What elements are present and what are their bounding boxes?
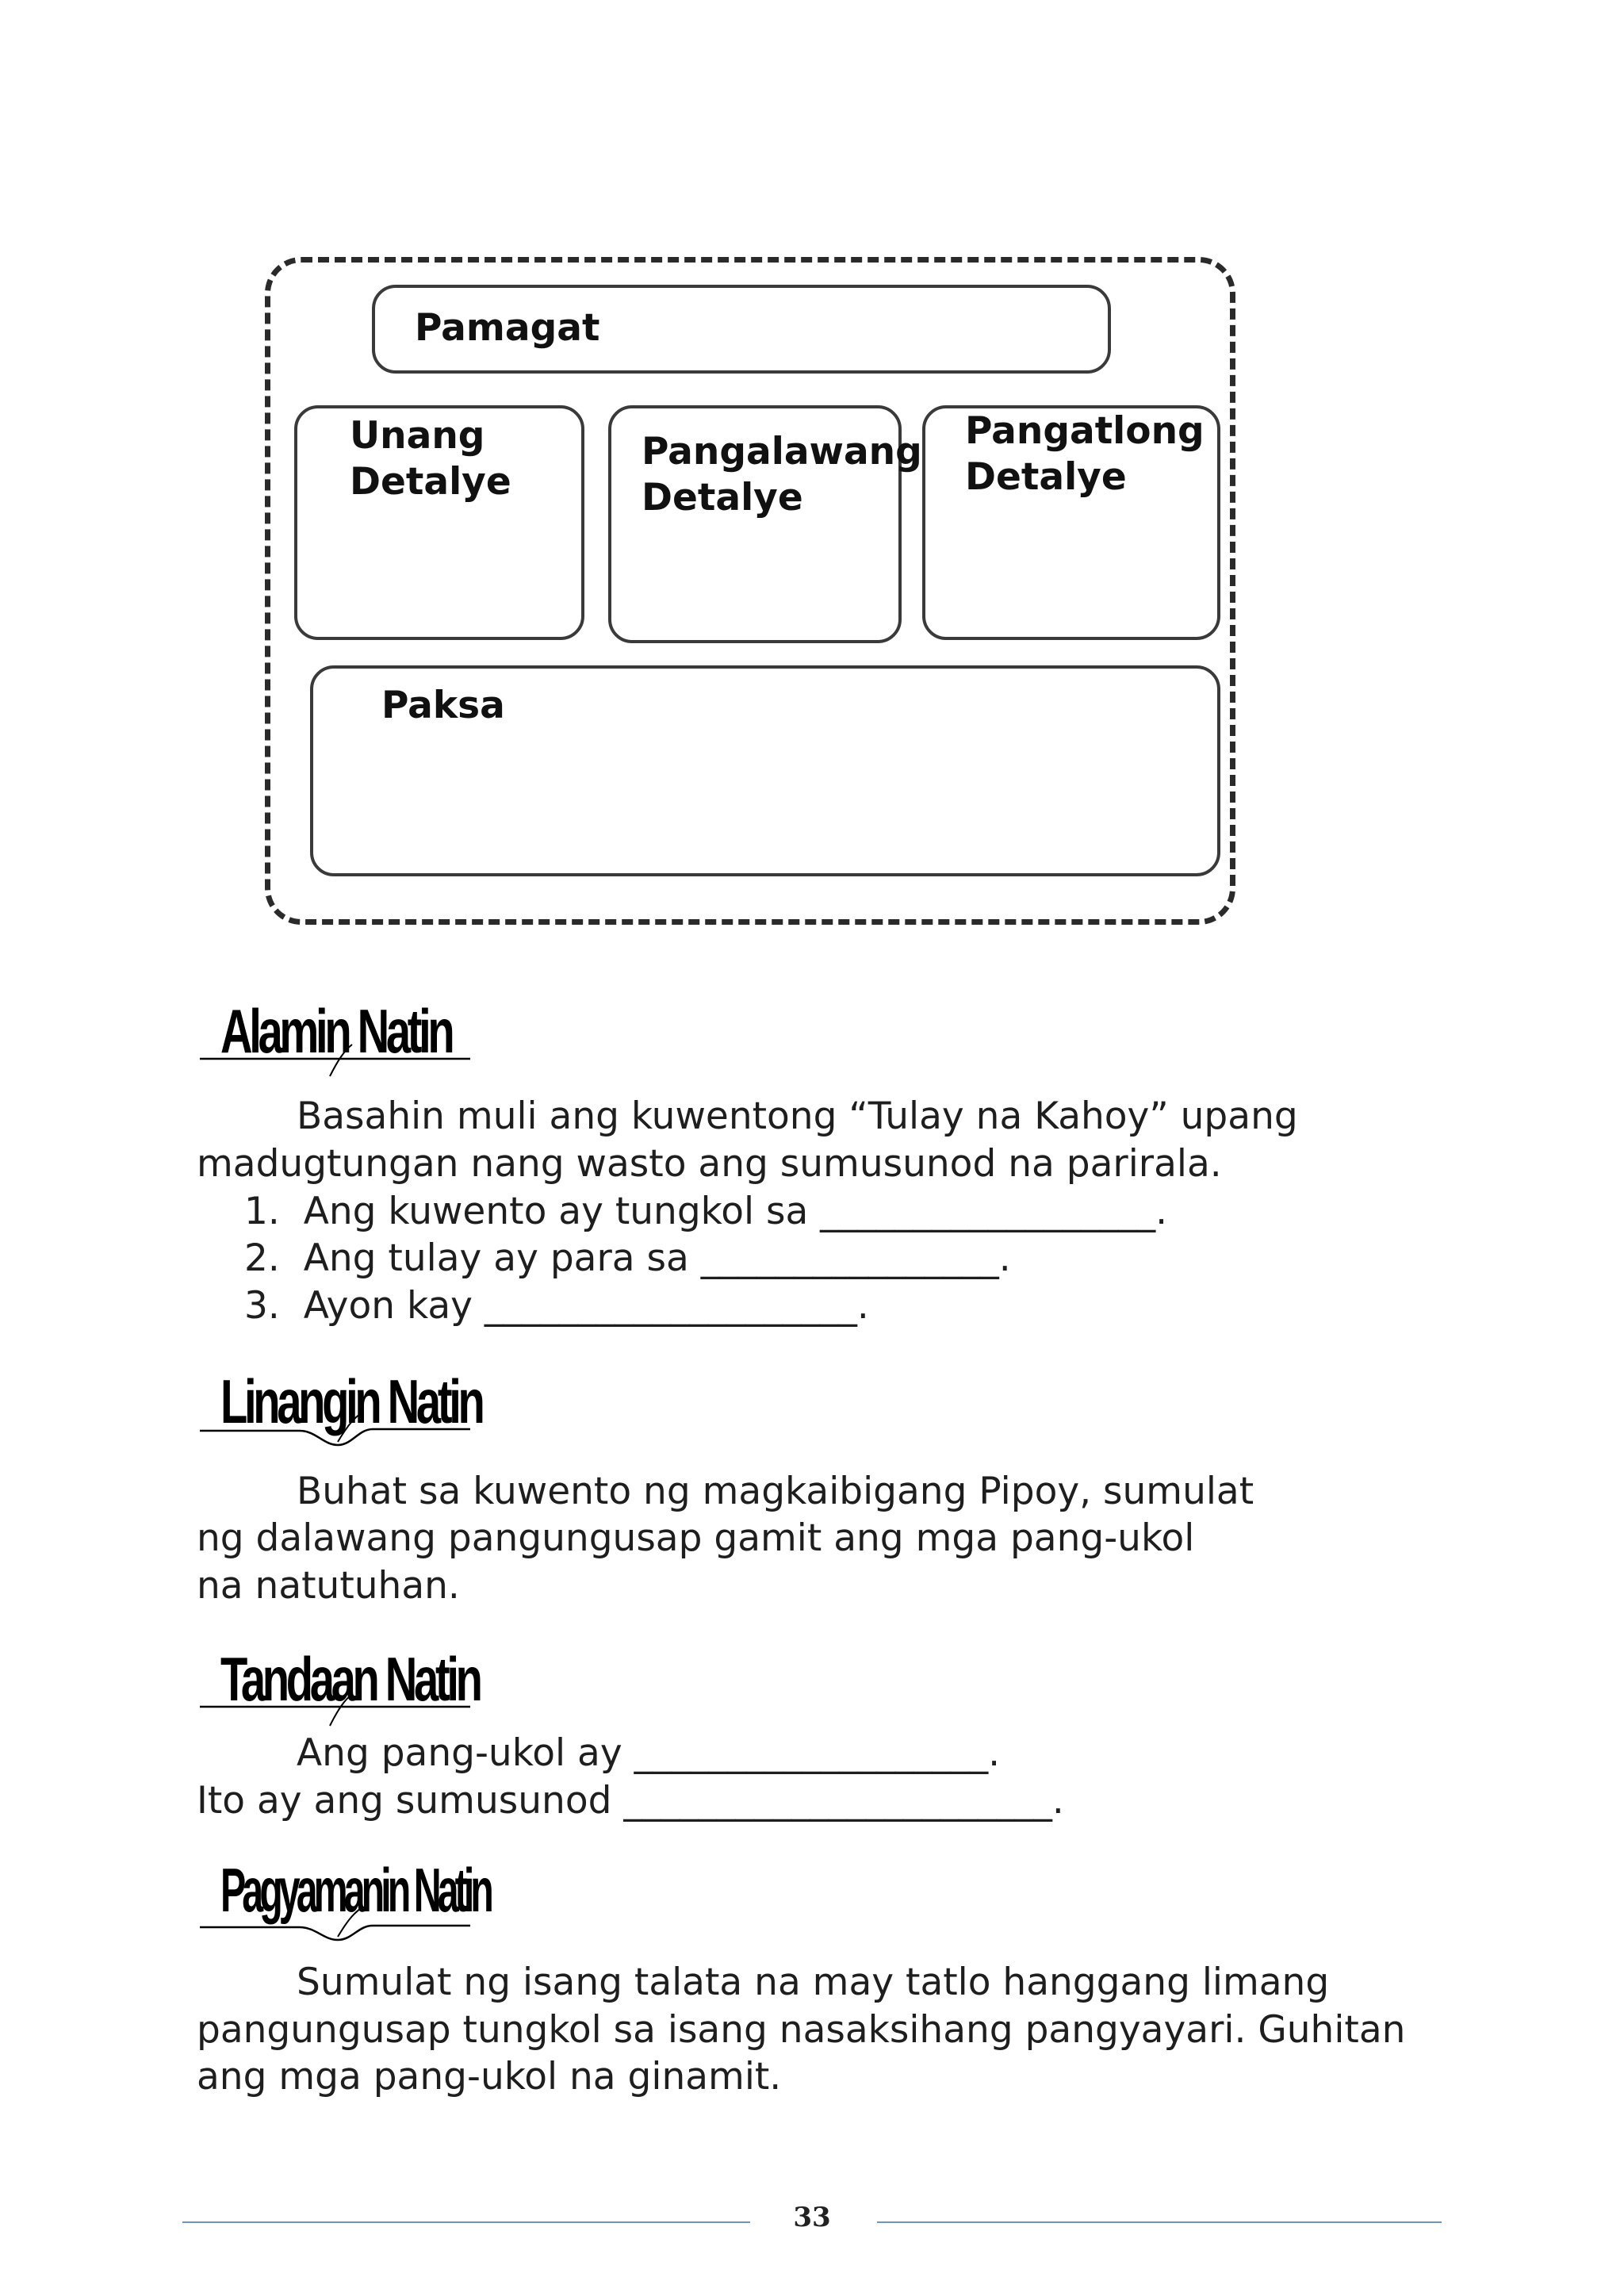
- detail-box-third-label: Pangatlong Detalye: [965, 409, 1205, 499]
- topic-box-label: Paksa: [381, 684, 505, 727]
- topic-box: [310, 665, 1220, 876]
- linangin-line3: na natutuhan.: [197, 1564, 460, 1608]
- alamin-heading: [197, 995, 474, 1083]
- footer-line-left: [182, 2221, 750, 2223]
- pagyamanin-heading: [197, 1854, 490, 1941]
- detail-box-first-label: Unang Detalye: [350, 414, 511, 504]
- tandaan-heading-text: Tandaan Natin: [220, 1644, 480, 1714]
- alamin-intro-line2: madugtungan nang wasto ang sumusunod na parirala.: [197, 1142, 1222, 1186]
- linangin-heading: [197, 1366, 482, 1453]
- pagyamanin-line3: ang mga pang-ukol na ginamit.: [197, 2055, 782, 2099]
- pagyamanin-line1: Sumulat ng isang talata na may tatlo hanggang limang: [297, 1961, 1330, 2004]
- pagyamanin-heading-text: Pagyamanin Natin: [220, 1855, 490, 1925]
- alamin-heading-text: Alamin Natin: [220, 996, 452, 1066]
- graphic-organizer: [265, 257, 1235, 925]
- detail-box-second-label: Pangalawang Detalye: [642, 430, 922, 519]
- detail-box-second: [608, 405, 922, 643]
- detail-box-first: [294, 405, 584, 640]
- title-box: [372, 285, 1111, 374]
- detail-box-third: [922, 405, 1220, 640]
- pagyamanin-underline-flourish: [197, 1854, 474, 1941]
- alamin-underline-flourish: [197, 995, 474, 1083]
- pagyamanin-line2: pangungusap tungkol sa isang nasaksihang pangyayari. Guhitan: [197, 2008, 1406, 2052]
- footer-line-right: [877, 2221, 1442, 2223]
- linangin-line2: ng dalawang pangungusap gamit ang mga pang-ukol: [197, 1516, 1195, 1560]
- tandaan-line2: Ito ay ang sumusunod _______________________.: [197, 1779, 1064, 1823]
- tandaan-underline-flourish: [197, 1643, 474, 1731]
- page-number: 33: [793, 2202, 831, 2233]
- alamin-item-3: 3. Ayon kay ____________________.: [244, 1284, 869, 1328]
- tandaan-line1: Ang pang-ukol ay ___________________.: [297, 1731, 1001, 1775]
- tandaan-heading: [197, 1643, 480, 1731]
- linangin-heading-text: Linangin Natin: [220, 1366, 482, 1436]
- alamin-intro-line1: Basahin muli ang kuwentong “Tulay na Kahoy” upang: [297, 1094, 1298, 1138]
- linangin-underline-flourish: [197, 1366, 474, 1453]
- title-box-label: Pamagat: [415, 306, 600, 350]
- linangin-line1: Buhat sa kuwento ng magkaibigang Pipoy, sumulat: [297, 1470, 1254, 1513]
- alamin-item-1: 1. Ang kuwento ay tungkol sa __________________.: [244, 1190, 1168, 1233]
- alamin-item-2: 2. Ang tulay ay para sa ________________.: [244, 1236, 1011, 1280]
